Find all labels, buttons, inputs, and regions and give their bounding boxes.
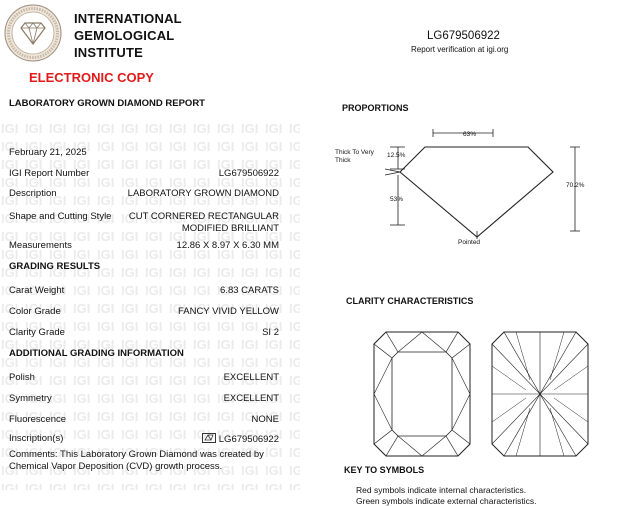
additional-value: NONE xyxy=(251,414,279,425)
crown-height: 12.5% xyxy=(387,152,406,159)
detail-label: Shape and Cutting Style xyxy=(9,211,112,222)
crown-view-diagram xyxy=(372,330,472,458)
org-name-line1: INTERNATIONAL xyxy=(74,11,182,26)
grading-value: 6.83 CARATS xyxy=(220,285,279,296)
grading-label: Carat Weight xyxy=(9,285,65,296)
inscription-icon xyxy=(202,433,216,443)
additional-label: Polish xyxy=(9,372,35,383)
detail-value: LG679506922 xyxy=(218,168,279,179)
detail-value: 12.86 X 8.97 X 6.30 MM xyxy=(176,240,279,251)
additional-value: EXCELLENT xyxy=(223,393,279,404)
detail-value: CUT CORNERED RECTANGULAR xyxy=(128,211,279,222)
org-name-line2: GEMOLOGICAL xyxy=(74,28,175,43)
additional-label: Inscription(s) xyxy=(9,433,64,444)
total-depth: 70.2% xyxy=(566,182,585,189)
detail-value: MODIFIED BRILLIANT xyxy=(181,223,279,234)
org-name-line3: INSTITUTE xyxy=(74,45,143,60)
report-title: LABORATORY GROWN DIAMOND REPORT xyxy=(9,98,205,109)
header-report-number: LG679506922 xyxy=(427,30,500,42)
grading-label: Color Grade xyxy=(9,306,61,317)
culet-label: Pointed xyxy=(458,239,481,246)
additional-label: Fluorescence xyxy=(9,414,67,425)
detail-label: Description xyxy=(9,188,57,199)
comments-text: Comments: This Laboratory Grown Diamond was created by Chemical Vapor Deposition (CVD) growth process. xyxy=(9,449,264,472)
proportions-diagram xyxy=(330,125,590,250)
inscription-text: LG679506922 xyxy=(218,434,279,445)
report-verification-note: Report verification at igi.org xyxy=(411,45,509,54)
detail-label: Measurements xyxy=(9,240,72,251)
report-date-value: February 21, 2025 xyxy=(9,147,87,158)
table-percentage: 63% xyxy=(463,131,477,138)
additional-value: EXCELLENT xyxy=(223,372,279,383)
proportions-title: PROPORTIONS xyxy=(342,103,409,113)
key-red-note: Red symbols indicate internal characteristics. xyxy=(356,485,527,495)
grading-label: Clarity Grade xyxy=(9,327,65,338)
additional-label: Symmetry xyxy=(9,393,52,404)
pavilion-view-diagram xyxy=(490,330,590,458)
electronic-copy-label: ELECTRONIC COPY xyxy=(29,70,154,85)
inscription-value xyxy=(202,433,279,445)
grading-value: SI 2 xyxy=(262,327,279,338)
key-to-symbols-title: KEY TO SYMBOLS xyxy=(344,465,425,475)
additional-info-title: ADDITIONAL GRADING INFORMATION xyxy=(9,348,184,359)
detail-label: IGI Report Number xyxy=(9,168,90,179)
key-green-note: Green symbols indicate external characteristics. xyxy=(356,496,537,506)
grading-results-title: GRADING RESULTS xyxy=(9,261,101,272)
clarity-title: CLARITY CHARACTERISTICS xyxy=(346,296,474,306)
grading-value: FANCY VIVID YELLOW xyxy=(177,306,279,317)
girdle-thickness: Thick To Very Thick xyxy=(335,149,374,164)
detail-value: LABORATORY GROWN DIAMOND xyxy=(127,188,279,199)
igi-seal-logo xyxy=(4,4,62,62)
pavilion-depth: 53% xyxy=(390,196,404,203)
